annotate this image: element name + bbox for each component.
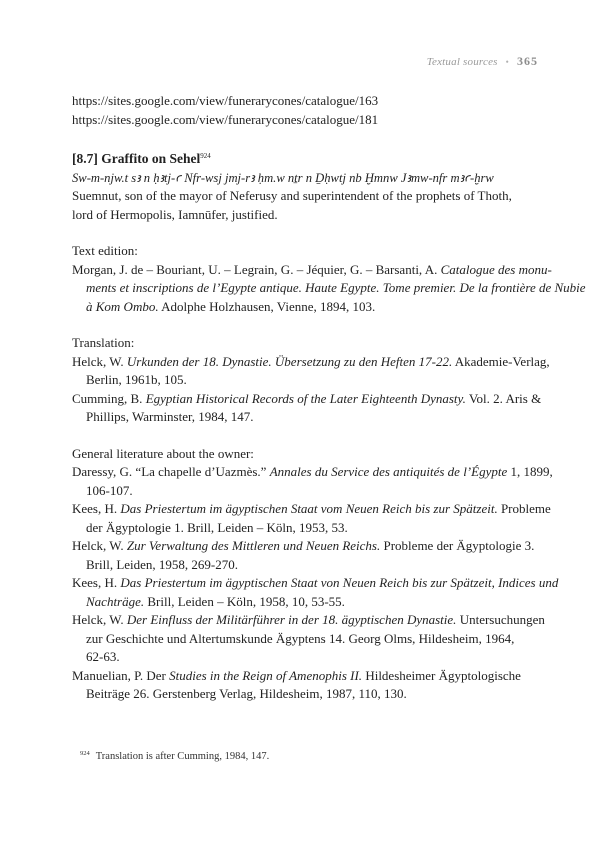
bibliography-entry [72, 353, 550, 390]
citation-text: Probleme [497, 501, 551, 516]
bibliography-line [72, 463, 553, 482]
bibliography-line [72, 371, 538, 390]
bibliography-line [72, 500, 551, 519]
citation-text: Helck, W. [72, 538, 127, 553]
bibliography-entry [72, 611, 545, 667]
general-literature-label: General literature about the owner: [72, 445, 254, 461]
bibliography-line [72, 298, 538, 317]
citation-title: ments et inscriptions de l’Egypte antique. Haute Egypte. Tome premier. De la frontière de Nubie [86, 280, 586, 295]
citation-text: Morgan, J. de – Bouriant, U. – Legrain, G. – Jéquier, G. – Barsanti, A. [72, 261, 441, 277]
citation-text: Helck, W. [72, 353, 127, 369]
citation-text: Untersuchungen [456, 612, 545, 627]
bibliography-entry [72, 574, 559, 611]
citation-title: Zur Verwaltung des Mittleren und Neuen Reichs. [126, 538, 381, 553]
bibliography-line [72, 519, 538, 538]
bibliography-entry [72, 463, 553, 500]
citation-text: zur Geschichte und Altertumskunde Ägyptens 14. Georg Olms, Hildesheim, 1964, [86, 630, 515, 646]
text-edition-label: Text edition: [72, 243, 138, 258]
bibliography-line [72, 482, 538, 501]
citation-title: Der Einfluss der Militärführer in der 18. ägyptischen Dynastie. [126, 612, 457, 627]
citation-text: Hildesheimer Ägyptologische [362, 667, 521, 683]
bibliography-entry [72, 667, 538, 704]
footnote-text: Translation is after Cumming, 1984, 147. [95, 751, 270, 762]
bibliography-line [72, 390, 542, 409]
bibliography-entry [72, 537, 538, 574]
footnote-reference[interactable]: 924 [200, 152, 211, 160]
bibliography-line [72, 537, 538, 556]
citation-title: Annales du Service des antiquités de l’Égypte [269, 464, 508, 479]
bibliography-entry [72, 261, 586, 317]
citation-text: Berlin, 1961b, 105. [86, 372, 187, 387]
running-head-title: Textual sources [426, 56, 498, 68]
citation-title: à Kom Ombo. [86, 298, 159, 314]
bibliography-line [72, 556, 538, 575]
bibliography-line [72, 648, 538, 667]
bibliography-entry [72, 500, 551, 537]
citation-title: Das Priestertum im ägyptischen Staat vom Neuen Reich bis zur Spätzeit. [120, 501, 498, 516]
citation-text: Manuelian, P. Der [72, 667, 170, 683]
citation-text: Phillips, Warminster, 1984, 147. [86, 409, 254, 424]
translation-label: Translation: [72, 335, 135, 350]
bibliography-line [72, 353, 550, 372]
citation-title: Das Priestertum im ägyptischen Staat von Neuen Reich bis zur Spätzeit, Indices und [120, 575, 559, 590]
page-number: 365 [517, 54, 538, 68]
bibliography-line [72, 667, 538, 686]
catalogue-link[interactable]: https://sites.google.com/view/funerarycones/catalogue/163 [72, 93, 379, 108]
citation-title: Egyptian Historical Records of the Later Eighteenth Dynasty. [145, 390, 466, 406]
translation-refs [72, 353, 550, 427]
citation-text: Akademie-Verlag, [452, 353, 550, 369]
transliteration: Sw-m-njw.t sꜣ n ḥꜣtj-ꜥ Nfr-wsj jmj-rꜣ ḥm.w nṯr n Ḏḥwtj nb Ḫmnw Jꜣmw-nfr mꜣꜥ-ḫrw [72, 170, 494, 185]
citation-text: der Ägyptologie 1. Brill, Leiden – Köln, 1953, 53. [86, 519, 348, 535]
running-head [427, 54, 538, 69]
citation-title: Studies in the Reign of Amenophis II. [169, 667, 363, 683]
citation-text: Brill, Leiden, 1958, 269-270. [86, 556, 239, 572]
translation-line: lord of Hermopolis, Iamnūfer, justified. [72, 206, 278, 222]
bibliography-line [72, 279, 586, 298]
entry-title: Graffito on Sehel [101, 151, 201, 166]
citation-text: Beiträge 26. Gerstenberg Verlag, Hildesheim, 1987, 110, 130. [86, 686, 407, 701]
citation-text: Brill, Leiden – Köln, 1958, 10, 53-55. [144, 593, 345, 609]
citation-text: 106-107. [86, 482, 133, 498]
bibliography-line [72, 611, 545, 630]
citation-text: Kees, H. [72, 501, 121, 516]
citation-text: Adolphe Holzhausen, Vienne, 1894, 103. [158, 298, 376, 314]
citation-text: Probleme der Ägyptologie 3. [380, 538, 535, 553]
bibliography-entry [72, 390, 542, 427]
citation-title: Urkunden der 18. Dynastie. Übersetzung zu den Heften 17-22. [126, 353, 453, 369]
running-head-separator: • [505, 57, 509, 67]
bibliography-line [72, 574, 559, 593]
citation-title: Catalogue des monu- [440, 261, 552, 277]
bibliography-line [72, 408, 538, 427]
main-text [72, 92, 586, 704]
bibliography-line [72, 685, 538, 704]
footnote [80, 750, 530, 762]
citation-title: Nachträge. [86, 593, 145, 609]
entry-number: [8.7] [72, 151, 98, 166]
citation-text: Vol. 2. Aris & [465, 390, 542, 406]
citation-text: Helck, W. [72, 612, 127, 627]
bibliography-line [72, 261, 552, 280]
bibliography-line [72, 630, 538, 649]
citation-text: Cumming, B. [72, 390, 146, 406]
general-literature-refs [72, 463, 559, 704]
citation-text: Daressy, G. “La chapelle d’Uazmès.” [72, 464, 270, 479]
citation-text: 1, 1899, [507, 464, 553, 479]
footnote-number: 924 [80, 750, 90, 757]
citation-text: Kees, H. [72, 575, 121, 590]
citation-text: 62-63. [86, 649, 120, 664]
translation-line: Suemnut, son of the mayor of Neferusy and superintendent of the prophets of Thoth, [72, 188, 512, 203]
text-edition-refs [72, 261, 586, 317]
catalogue-link[interactable]: https://sites.google.com/view/funerarycones/catalogue/181 [72, 111, 379, 127]
entry-heading [72, 147, 538, 169]
bibliography-line [72, 593, 538, 612]
